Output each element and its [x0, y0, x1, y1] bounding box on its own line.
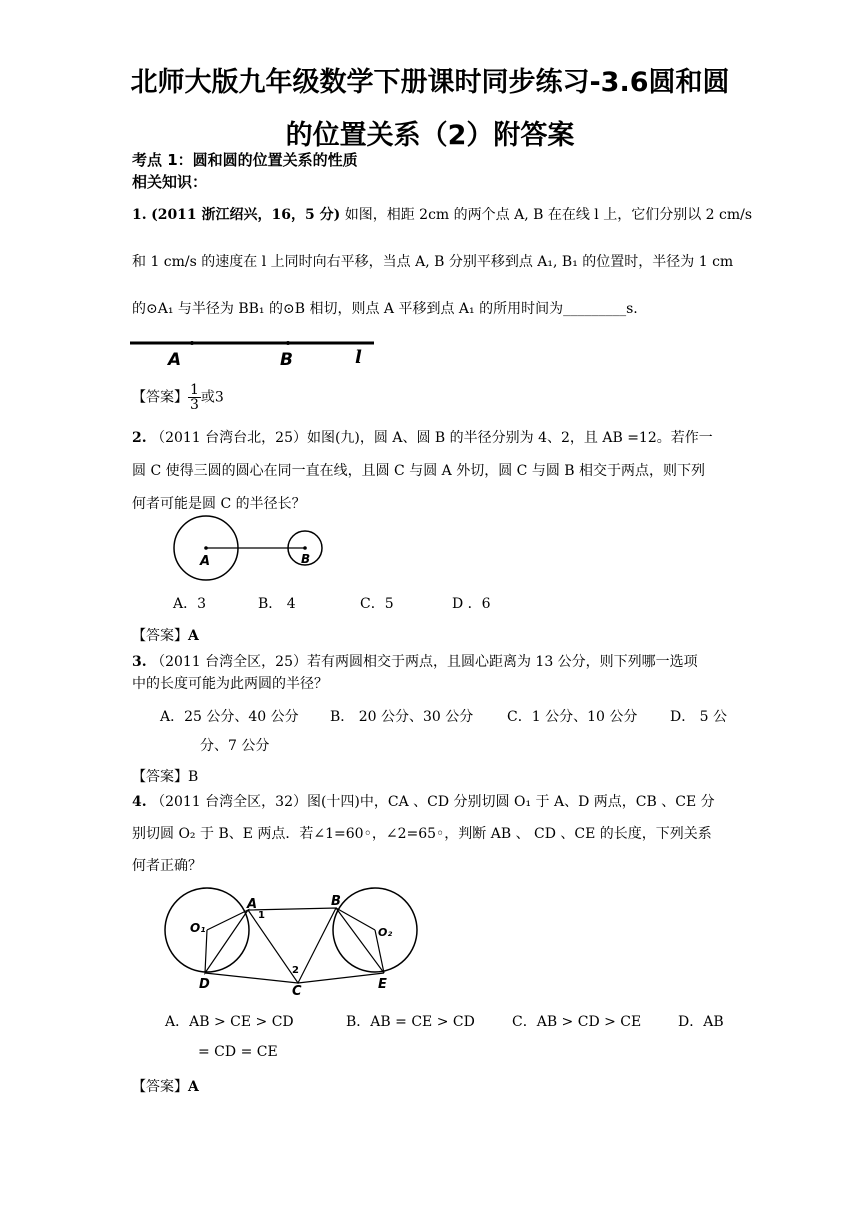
section-heading: 考点 1：圆和圆的位置关系的性质 [132, 151, 358, 169]
question-4-option-d: D．AB [678, 1014, 724, 1030]
label-o1: O₁ [190, 921, 206, 935]
question-3-line-1 [132, 652, 732, 672]
question-3-option-b: B． 20 公分、30 公分 [330, 709, 474, 725]
fraction-denominator: 3 [190, 397, 199, 413]
question-3-number: 3. [132, 654, 147, 670]
question-1-answer [132, 383, 224, 412]
answer-label: 【答案】 [132, 628, 188, 644]
question-4-option-b: B．AB = CE > CD [346, 1014, 475, 1030]
question-2-option-c: C．5 [360, 596, 394, 612]
question-4-line-2: 别切圆 O₂ 于 B、E 两点．若∠1=60◦，∠2=65◦，判断 AB 、 CD 、CE 的长度，下列关系 [132, 826, 712, 842]
question-1-line-2: 和 1 cm/s 的速度在 l 上同时向右平移，当点 A, B 分别平移到点 A₁, B₁ 的位置时，半径为 1 cm [132, 254, 734, 270]
page-title [100, 56, 760, 162]
question-2-number: 2. [132, 430, 147, 446]
related-knowledge-label: 相关知识： [132, 173, 208, 191]
question-1-line-3: 的⊙A₁ 与半径为 BB₁ 的⊙B 相切，则点 A 平移到点 A₁ 的所用时间为_________s. [132, 301, 638, 317]
label-angle-2: 2 [292, 965, 299, 976]
answer-value: A [188, 1079, 199, 1095]
label-c: C [292, 984, 302, 999]
title-line-1: 北师大版九年级数学下册课时同步练习-3.6圆和圆 [130, 67, 730, 98]
question-4-answer [132, 1076, 199, 1096]
answer-tail: 或3 [200, 389, 224, 406]
question-2-answer [132, 625, 199, 645]
question-3-option-a: A．25 公分、40 公分 [160, 709, 299, 725]
question-1-source: (2011 浙江绍兴，16，5 分) [151, 207, 341, 223]
question-2-text-1: （2011 台湾台北，25）如图(九)，圆 A、圆 B 的半径分别为 4、2，且 AB =12。若作一 [151, 430, 713, 446]
question-2-option-b: B． 4 [258, 596, 296, 612]
question-4-option-a: A．AB > CE > CD [165, 1014, 294, 1030]
question-3-line-2: 中的长度可能为此两圆的半径？ [132, 676, 328, 692]
label-b: B [301, 552, 311, 566]
point-a [190, 341, 194, 345]
question-3-option-d: D． 5 公 [670, 709, 728, 725]
point-b [286, 341, 290, 345]
question-3-answer [132, 766, 198, 786]
answer-label: 【答案】 [132, 389, 188, 406]
answer-label: 【答案】 [132, 1079, 188, 1095]
segment-dc [205, 973, 298, 983]
question-2-line-1 [132, 428, 732, 448]
fraction-numerator: 1 [190, 382, 199, 398]
radii-o2 [336, 908, 384, 973]
label-angle-1: 1 [258, 910, 265, 921]
label-b: B [331, 894, 341, 909]
title-line-2: 的位置关系（2）附答案 [285, 120, 575, 151]
label-d: D [199, 977, 210, 992]
answer-value: B [188, 769, 199, 785]
question-4-figure [162, 880, 427, 999]
question-1-number: 1. [132, 207, 147, 223]
question-3-text-1: （2011 台湾全区，25）若有两圆相交于两点，且圆心距离为 13 公分，则下列哪一选项 [151, 654, 698, 670]
question-2-option-a: A．3 [173, 596, 207, 612]
question-4-line-1 [132, 792, 732, 812]
question-3-option-c: C．1 公分、10 公分 [507, 709, 638, 725]
question-2-option-d: D ．6 [452, 596, 491, 612]
question-2-line-2: 圆 C 使得三圆的圆心在同一直在线，且圆 C 与圆 A 外切，圆 C 与圆 B 相交于两点，则下列 [132, 463, 706, 479]
question-1-figure [130, 335, 380, 370]
question-4-number: 4. [132, 794, 147, 810]
answer-value: A [188, 628, 199, 644]
label-a: A [200, 554, 211, 569]
label-l: l [355, 347, 362, 368]
question-2-line-3: 何者可能是圆 C 的半径长？ [132, 496, 306, 512]
question-4-line-3: 何者正确？ [132, 858, 202, 874]
question-3-option-d-cont: 分、7 公分 [200, 738, 270, 754]
label-a: A [168, 350, 182, 370]
answer-label: 【答案】 [132, 769, 188, 785]
label-e: E [378, 977, 387, 992]
segment-ec [298, 973, 384, 983]
question-4-option-c: C．AB > CD > CE [512, 1014, 642, 1030]
label-b: B [280, 350, 293, 370]
answer-fraction [188, 383, 201, 412]
label-a: A [247, 897, 258, 912]
center-a [204, 546, 208, 550]
label-o2: O₂ [378, 926, 393, 939]
question-2-figure [170, 515, 335, 585]
question-1-text-1: 如图，相距 2cm 的两个点 A, B 在在线 l 上，它们分别以 2 cm/s [344, 207, 753, 223]
question-4-option-d-cont: = CD = CE [198, 1044, 278, 1060]
center-b [303, 546, 307, 550]
question-1-line-1 [132, 205, 753, 225]
question-4-text-1: （2011 台湾全区，32）图(十四)中，CA 、CD 分别切圆 O₁ 于 A、D 两点，CB 、CE 分 [151, 794, 715, 810]
radii-o1 [205, 910, 248, 973]
